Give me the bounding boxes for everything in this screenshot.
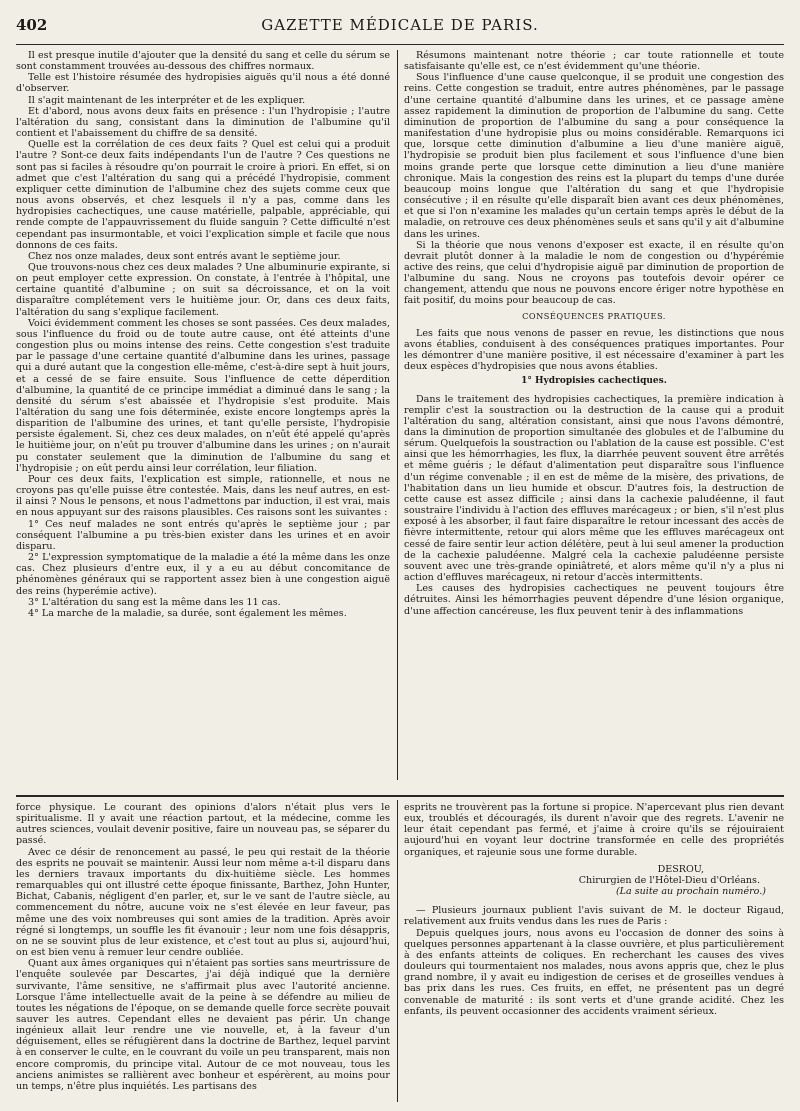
paragraph: Il est presque inutile d'ajouter que la densité du sang et celle du sérum se sont constamment trouvées au-dessous des chiffres normaux. [16,50,390,73]
column-divider-lower [397,800,398,1102]
paragraph: Il s'agit maintenant de les interpréter et de les expliquer. [28,94,306,106]
paragraph: Les causes des hydropisies cachectiques ne peuvent toujours être détruites. Ainsi les hémorrhagies peuvent dépendre d'une lésion organique, d'une affection cancéreuse, les flux peuvent tenir à des inflammations [404,583,784,617]
paragraph: Sous l'influence d'une cause quelconque, il se produit une congestion des reins. Cette congestion se traduit, entre autres phénomènes, par le passage d'une certaine quantité d'albumine dans les urines, et ce passage amène assez rapidement la diminution de proportion de l'albumine du sang. Cette diminution de proportion de l'albumine du sang a pour conséquence la manifestation d'une hydropisie plus ou moins considérable. Remarquons ici que, lorsque cette diminution d'albumine a lieu d'une manière aiguë, l'hydropisie se produit bien plus facilement et sous l'influence d'une bien moins grande perte que lorsque cette diminution a lieu d'une manière chronique. Mais la congestion des reins est la plupart du temps d'une durée beaucoup moins longue que l'altération du sang et que l'hydropisie consécutive ; il en résulte qu'elle disparaît bien avant ces deux phénomènes, et que si l'on n'examine les malades qu'un certain temps après le début de la maladie, on retrouve ces deux phénomènes seuls et sans qu'il y ait d'albumine dans les urines. [404,72,784,240]
page-header [16,14,784,38]
paragraph: force physique. Le courant des opinions d'alors n'était plus vers le spiritualisme. Il y avait une réaction partout, et la médecine, comme les autres sciences, voulait devenir positive, faire un nouveau pas, se séparer du passé. [16,802,390,847]
paragraph: Telle est l'histoire résumée des hydropisies aiguës qu'il nous a été donné d'observer. [16,72,390,95]
paragraph: 1° Ces neuf malades ne sont entrés qu'après le septième jour ; par conséquent l'albumine a pu très-bien exister dans les urines et en avoir disparu. [16,518,390,552]
paragraph: Que trouvons-nous chez ces deux malades ? Une albuminurie expirante, si on peut employer cette expression. On constate, à l'entrée à l'hôpital, une certaine quantité d'albumine ; on suit sa décroissance, et on la voit disparaître complétement vers le huitième jour. Or, dans ces deux faits, l'altération du sang s'explique facilement. [16,261,390,318]
paragraph: Les faits que nous venons de passer en revue, les distinctions que nous avons établies, conduisent à des conséquences pratiques importantes. Pour les démontrer d'une manière positive, il est nécessaire d'examiner à part les deux espèces d'hydropisies que nous avons établies. [404,327,784,373]
paragraph: 2° L'expression symptomatique de la maladie a été la même dans les onze cas. Chez plusieurs d'entre eux, il y a eu au début concomitance de phénomènes généraux qui se rapportent assez bien à une congestion aiguë des reins (hyperémie active). [16,552,390,597]
lower-left-column [16,802,390,1102]
paragraph: esprits ne trouvèrent pas la fortune si propice. N'apercevant plus rien devant eux, troublés et découragés, ils durent n'avoir que des regrets. L'avenir ne leur était cependant pas fermé, et j'aime à croire qu'ils se réjouiraient aujourd'hui en voyant leur doctrine transformée en celle des propriétés organiques, et rajeunie sous une forme durable. [404,802,784,858]
paragraph: Pour ces deux faits, l'explication est simple, rationnelle, et nous ne croyons pas qu'elle puisse être contestée. Mais, dans les neuf autres, en est-il ainsi ? Nous le pensons, et nous l'admettons par induction, il est vrai, mais en nous appuyant sur des raisons plausibles. Ces raisons sont les suivantes : [16,473,390,519]
page-number: 402 [16,16,48,34]
section-heading: CONSÉQUENCES PRATIQUES. [522,310,666,321]
paragraph: Si la théorie que nous venons d'exposer est exacte, il en résulte qu'on devrait plutôt donner à la maladie le nom de congestion ou d'hypérémie active des reins, que celui d'hydropisie aiguë par diminution de proportion de l'albumine du sang. Nous ne croyons pas toutefois devoir opérer ce changement, attendu que nous ne pouvons encore ériger notre hypothèse en fait positif, du moins pour beaucoup de cas. [404,239,784,307]
paragraph: — Plusieurs journaux publient l'avis suivant de M. le docteur Rigaud, relativement aux fruits vendus dans les rues de Paris : [404,905,784,928]
lower-right-column [404,802,784,1102]
paragraph: Chez nos onze malades, deux sont entrés avant le septième jour. [28,250,341,262]
paragraph: 3° L'altération du sang est la même dans les 11 cas. [28,596,281,608]
paragraph: Avec ce désir de renoncement au passé, le peu qui restait de la théorie des esprits ne pouvait se maintenir. Aussi leur nom même a-t-il disparu dans les derniers travaux importants du dix-huitième siècle. Les hommes remarquables qui ont illustré cette époque finissante, Barthez, John Hunter, Bichat, Cabanis, négligent d'en parler, et, sur le ve sant de l'autre siècle, au commencement du nôtre, aucune voix ne s'est élevée en leur faveur, pas même une des voix nombreuses qui sont amies de la tradition. Après avoir régné si longtemps, un souffle les fit évanouir ; leur nom une fois désappris, on ne se souvint plus de leur existence, et c'est tout au plus si, aujourd'hui, on est bien venu à remuer leur cendre oubliée. [16,846,390,959]
running-title: GAZETTE MÉDICALE DE PARIS. [261,16,539,34]
upper-right-column [404,50,784,778]
paragraph: Voici évidemment comment les choses se sont passées. Ces deux malades, sous l'influence du froid ou de toute autre cause, ont été atteints d'une congestion plus ou moins intense des reins. Cette congestion s'est traduite par le passage d'une certaine quantité d'albumine dans les urines, passage qui a duré autant que la congestion elle-même, c'est-à-dire sept à huit jours, et a cessé de se faire ensuite. Sous l'influence de cette déperdition d'albumine, la quantité de ce principe immédiat a diminué dans le sang ; la densité du sérum s'est abaissée et l'hydropisie s'est produite. Mais l'altération du sang une fois déterminée, existe encore longtemps après la disparition de l'albumine des urines, et tant qu'elle persiste, l'hydropisie persiste également. Si, chez ces deux malades, on n'eût été appelé qu'après le huitième jour, on n'eût pu trouver d'albumine dans les urines ; on n'aurait pu constater seulement que la diminution de l'albumine du sang et l'hydropisie ; on eût perdu ainsi leur corrélation, leur filiation. [16,317,390,474]
signature-name: DESROU, [657,863,704,875]
continuation-note: (La suite au prochain numéro.) [615,886,766,898]
section-separator [16,795,784,797]
paragraph: Et d'abord, nous avons deux faits en présence : l'un l'hydropisie ; l'autre l'altération du sang, consistant dans la diminution de l'albumine qu'il contient et l'abaissement du chiffre de sa densité. [16,105,390,140]
header-rule [16,44,784,45]
signature-title: Chirurgien de l'Hôtel-Dieu d'Orléans. [578,874,760,886]
subsection-heading: 1° Hydropisies cachectiques. [521,376,667,387]
upper-left-column [16,50,390,778]
paragraph: Depuis quelques jours, nous avons eu l'occasion de donner des soins à quelques personnes appartenant à la classe ouvrière, et plus particulièrement à des enfants atteints de coliques. En recherchant les causes des vives douleurs qui tourmentaient nos malades, nous avons appris que, chez le plus grand nombre, il y avait eu indigestion de cerises et de groseilles vendues à bas prix dans les rues. Ces fruits, en effet, ne présentent pas un degré convenable de maturité : ils sont verts et d'une grande acidité. Chez les enfants, ils peuvent occasionner des accidents vraiment sérieux. [404,927,784,1017]
paragraph: 4° La marche de la maladie, sa durée, sont également les mêmes. [28,607,347,619]
column-divider-upper [397,50,398,780]
paragraph: Quant aux âmes organiques qui n'étaient pas sorties sans meurtrissure de l'enquête soulevée par Descartes, j'ai déjà indiqué que la dernière survivante, l'âme sensitive, ne s'affirmait plus avec l'autorité ancienne. Lorsque l'âme intellectuelle avait de la peine à se défendre au milieu de toutes les négations de l'époque, on se demande quelle force secrète pouvait sauver les autres. Cependant elles ne devaient pas périr. Un change ingénieux allait leur rendre une vie nouvelle, et, à la faveur d'un déguisement, elles se réfugièrent dans la doctrine de Barthez, lequel parvint à en conserver le culte, en le couvrant du voile un peu transparent, mais non encore compromis, du principe vital. Autour de ce mot nouveau, tous les anciens animistes se rallièrent avec bonheur et espérèrent, au moins pour un temps, n'être plus inquiétés. Les partisans des [16,958,390,1092]
paragraph: Dans le traitement des hydropisies cachectiques, la première indication à remplir c'est la soustraction ou la destruction de la cause qui a produit l'altération du sang, altération consistant, ainsi que nous l'avons démontré, dans la diminution de proportion simultanée des globules et de l'albumine du sérum. Quelquefois la soustraction ou l'ablation de la cause est possible. C'est ainsi que les hémorrhagies, les flux, la diarrhée peuvent souvent être arrêtés et même guéris ; le défaut d'alimentation peut disparaître sous l'influence d'un régime convenable ; il en est de même de la misère, des privations, de l'habitation dans un lieu humide et obscur. D'autres fois, la destruction de cette cause est assez difficile ; ainsi dans la cachexie paludéenne, il faut soustraire l'individu à l'action des effluves marécageux ; or bien, s'il n'est plus exposé à les absorber, il faut faire disparaître le retour incessant des accès de fièvre intermittente, retour qui alors même que les effluves marécageux ont cessé de faire sentir leur action délétère, peut à lui seul amener la production de la cachexie paludéenne. Malgré cela la cachexie paludéenne persiste souvent avec une très-grande opiniâtreté, et alors même qu'il n'y a plus ni action d'effluves marécageux, ni retour d'accès intermittents. [404,393,784,584]
paragraph: Résumons maintenant notre théorie ; car toute rationnelle et toute satisfaisante qu'elle est, ce n'est évidemment qu'une théorie. [404,50,784,73]
paragraph: Quelle est la corrélation de ces deux faits ? Quel est celui qui a produit l'autre ? Sont-ce deux faits indépendants l'un de l'autre ? Ces questions ne sont pas si faciles à résoudre qu'on pourrait le croire à priori. En effet, si on admet que c'est l'altération du sang qui a précédé l'hydropisie, comment expliquer cette diminution de l'albumine chez des sujets comme ceux que nous avons observés, et chez lesquels il n'y a pas, comme dans les hydropisies cachectiques, une cause matérielle, palpable, appréciable, qui rende compte de l'appauvrissement du fluide sanguin ? Cette difficulté n'est cependant pas insurmontable, et voici l'explication simple et facile que nous donnons de ces faits. [16,139,390,251]
